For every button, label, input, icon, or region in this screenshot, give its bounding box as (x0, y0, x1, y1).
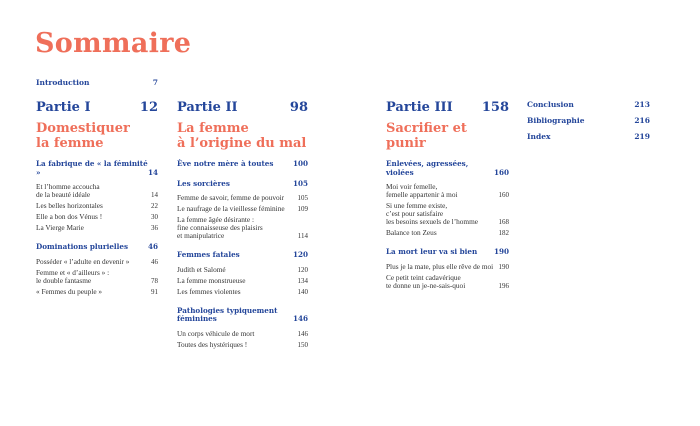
toc-entry-label: Si une femme existe, c’est pour satisfaire les besoins sexuels de l’homme (386, 201, 479, 226)
toc-entry-page: 14 (151, 191, 158, 199)
toc-entry[interactable] (386, 229, 509, 237)
section-heading-label: Ève notre mère à toutes (177, 159, 274, 168)
toc-entry-label: Femme et « d’ailleurs » : le double fantasme (36, 267, 110, 285)
toc-entry[interactable] (36, 269, 158, 285)
part-subtitle: La femme à l’origine du mal (177, 121, 307, 151)
toc-entry[interactable] (36, 183, 158, 199)
part-1-column (36, 100, 158, 296)
toc-entry-label: Elle a bon dos Vénus ! (36, 212, 103, 221)
toc-entry-page: 30 (151, 213, 158, 221)
toc-entry[interactable] (36, 224, 158, 232)
toc-entry-page: 146 (297, 329, 308, 338)
section-heading[interactable] (386, 248, 509, 257)
toc-entry-page: 22 (151, 202, 158, 210)
part-2-column (177, 100, 308, 349)
toc-entry-label: Les femmes violentes (177, 286, 241, 296)
toc-entry-label: Posséder « l’adulte en devenir » (36, 256, 130, 266)
section-heading[interactable] (177, 307, 308, 324)
toc-entry-label: Les belles horizontales (36, 201, 103, 210)
toc-entry[interactable] (36, 258, 158, 266)
page-title: Sommaire (35, 28, 192, 59)
toc-entry-page: 190 (498, 262, 509, 271)
toc-entry-page: 140 (297, 287, 308, 296)
section-heading[interactable] (386, 160, 509, 177)
toc-entry[interactable] (386, 263, 509, 271)
toc-entry-label: La Vierge Marie (36, 223, 84, 232)
toc-entry[interactable] (386, 202, 509, 226)
toc-entry[interactable] (177, 194, 308, 202)
section-heading[interactable] (36, 243, 158, 252)
toc-entry-page: 120 (297, 265, 308, 274)
toc-label: Introduction (36, 78, 90, 87)
toc-entry[interactable] (386, 183, 509, 199)
back-matter-item-page: 219 (634, 132, 650, 141)
section-heading[interactable] (177, 251, 308, 260)
toc-entry[interactable] (177, 341, 308, 349)
part-heading-label: Partie III (386, 100, 453, 115)
section-heading[interactable] (36, 160, 158, 177)
part-3-column (386, 100, 509, 290)
toc-entry-label: La femme âgée désirante : fine connaisseuse des plaisirs et manipulatrice (177, 215, 263, 240)
section-heading-page: 120 (292, 250, 308, 259)
toc-page: 7 (152, 78, 158, 87)
part-heading-label: Partie I (36, 100, 91, 115)
toc-entry[interactable] (177, 266, 308, 274)
toc-introduction[interactable] (36, 78, 158, 87)
part-heading[interactable] (177, 100, 308, 116)
toc-entry-label: Un corps véhicule de mort (177, 328, 255, 338)
section-heading-label: Les sorcières (177, 178, 230, 188)
toc-entry[interactable] (177, 330, 308, 338)
toc-entry-label: Femme de savoir, femme de pouvoir (177, 193, 285, 202)
part-subtitle: Sacrifier et punir (386, 121, 467, 151)
toc-entry[interactable] (177, 277, 308, 285)
part-heading-label: Partie II (177, 100, 238, 115)
toc-entry[interactable] (36, 202, 158, 210)
toc-entry-label: Toutes des hystériques ! (177, 339, 248, 349)
toc-entry-page: 160 (498, 191, 509, 199)
section-heading[interactable] (177, 160, 308, 169)
back-matter-item-page: 216 (634, 116, 650, 125)
toc-entry-label: Ce petit teint cadavérique te donne un je-ne-sais-quoi (386, 272, 466, 290)
toc-entry-page: 150 (297, 340, 308, 349)
back-matter-column (527, 100, 650, 148)
toc-entry-page: 196 (498, 281, 509, 290)
back-matter-item[interactable] (527, 100, 650, 109)
part-subtitle: Domestiquer la femme (36, 121, 130, 151)
toc-entry-label: Plus je la mate, plus elle rêve de moi (386, 261, 494, 271)
section-heading[interactable] (177, 180, 308, 189)
section-heading-label: Dominations plurielles (36, 242, 129, 251)
toc-entry-page: 78 (151, 276, 158, 285)
toc-entry-page: 109 (297, 205, 308, 213)
back-matter-item-label: Bibliographie (527, 116, 585, 125)
toc-entry-label: Le naufrage de la vieillesse féminine (177, 204, 285, 213)
section-heading-page: 160 (493, 167, 509, 177)
section-heading-page: 100 (292, 159, 308, 168)
part-heading-page: 12 (139, 100, 158, 115)
toc-entry[interactable] (36, 213, 158, 221)
section-heading-label: Enlevées, agressées, violées (386, 159, 469, 177)
toc-entry[interactable] (177, 216, 308, 240)
section-heading-label: Pathologies typiquement féminines (177, 305, 278, 323)
section-heading-label: La mort leur va si bien (386, 247, 478, 256)
part-heading-page: 98 (289, 100, 308, 115)
section-heading-page: 105 (292, 178, 308, 188)
section-heading-page: 146 (292, 314, 308, 323)
toc-entry[interactable] (36, 288, 158, 296)
toc-entry-page: 36 (151, 224, 158, 232)
part-heading[interactable] (386, 100, 509, 116)
part-heading[interactable] (36, 100, 158, 116)
toc-entry-page: 134 (297, 276, 308, 285)
toc-entry-label: Moi voir femelle, femelle appartenir à moi (386, 182, 458, 199)
section-heading-page: 46 (147, 242, 158, 251)
toc-entry-page: 182 (498, 229, 509, 237)
back-matter-item[interactable] (527, 116, 650, 125)
section-heading-label: Femmes fatales (177, 250, 240, 259)
toc-entry-page: 168 (498, 218, 509, 226)
back-matter-item-page: 213 (634, 100, 650, 109)
toc-entry-label: La femme monstrueuse (177, 275, 246, 285)
toc-entry-label: « Femmes du peuple » (36, 286, 103, 296)
toc-entry[interactable] (386, 274, 509, 290)
toc-entry-page: 105 (297, 194, 308, 202)
toc-entry-page: 114 (297, 232, 308, 240)
toc-entry-label: Et l’homme accoucha de la beauté idéale (36, 182, 100, 199)
section-heading-page: 190 (493, 247, 509, 256)
back-matter-item-label: Index (527, 132, 551, 141)
toc-entry-page: 91 (151, 287, 158, 296)
toc-entry[interactable] (177, 205, 308, 213)
toc-entry-label: Balance ton Zeus (386, 228, 437, 237)
toc-entry[interactable] (177, 288, 308, 296)
toc-entry-page: 46 (151, 257, 158, 266)
toc-entry-label: Judith et Salomé (177, 264, 226, 274)
part-heading-page: 158 (481, 100, 509, 115)
back-matter-item[interactable] (527, 132, 650, 141)
back-matter-item-label: Conclusion (527, 100, 574, 109)
section-heading-page: 14 (147, 167, 158, 177)
section-heading-label: La fabrique de « la féminité » (36, 159, 148, 177)
